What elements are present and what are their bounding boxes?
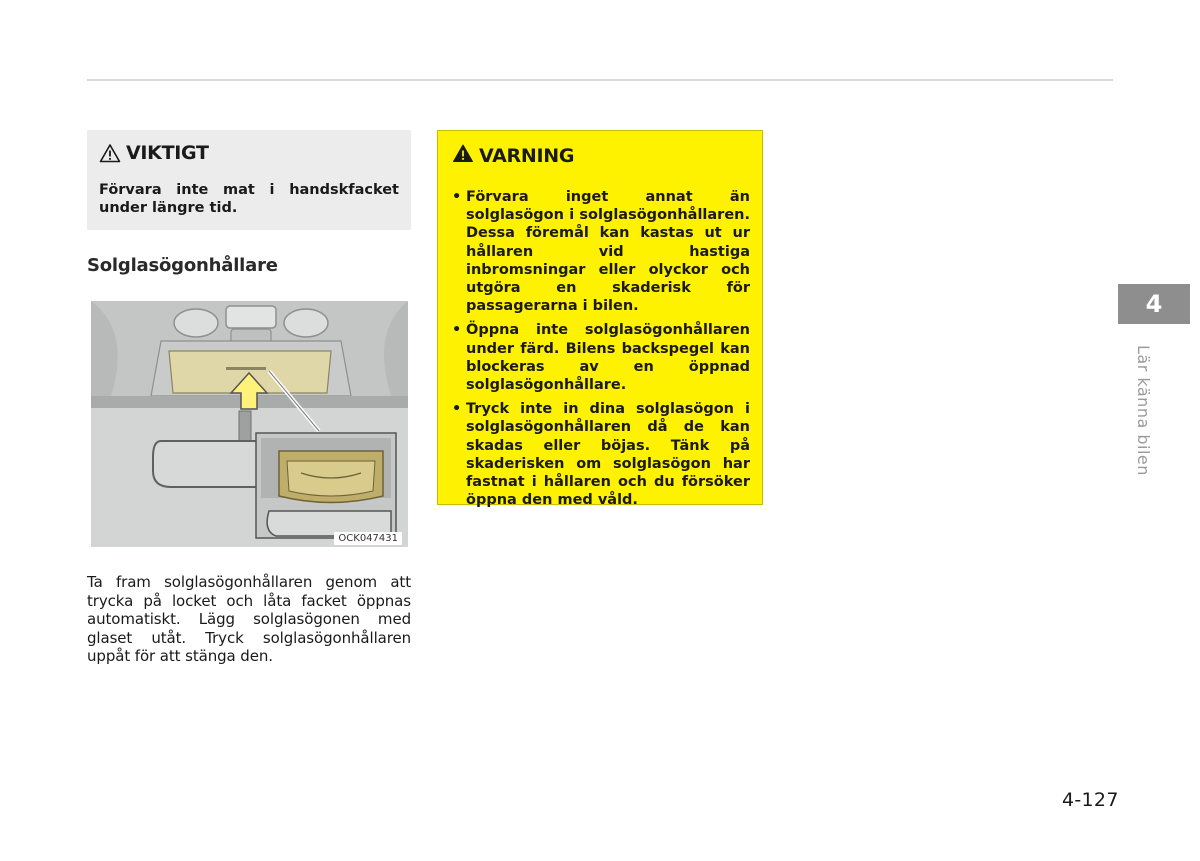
figure-code: OCK047431 [334,532,402,545]
top-rule [87,79,1113,81]
chapter-label: Lär känna bilen [1134,345,1153,476]
warning-heading: VARNING [479,144,575,167]
warning-notice [437,130,763,509]
warning-list [452,188,750,509]
warning-item: • Förvara inget annat än solglasögon i solglasögonhållaren. Dessa föremål kan kastas ut ur hållaren vid hastiga inbromsningar eller olyckor och utgöra en skaderisk för passagerarna i bilen. [452,189,750,315]
page-number: 4-127 [1062,789,1119,811]
sunglass-holder-illustration [91,301,408,547]
chapter-tab: 4 [1118,284,1190,324]
important-notice [87,130,411,230]
section-title: Solglasögonhållare [87,255,278,276]
important-heading: VIKTIGT [126,142,209,164]
section-body: Ta fram solglasögonhållaren genom att trycka på locket och låta facket öppnas automatiskt. Lägg solglasögonen med glaset utåt. Tryck solglasögonhållaren uppåt för att stänga den. [87,573,411,665]
warning-item: • Tryck inte in dina solglasögon i solglasögonhållaren då de kan skadas eller böjas. Tänk på skaderisken om solglasögon har fastnat i hållaren och du försöker öppna den med våld. [452,401,750,509]
warning-item: • Öppna inte solglasögonhållaren under färd. Bilens backspegel kan blockeras av en öppnad solglasögonhållare. [452,322,750,394]
important-heading-row [99,142,401,164]
caution-outline-icon [99,143,121,163]
warning-heading-row [452,143,750,168]
important-text: Förvara inte mat i handskfacket under längre tid. [99,182,399,216]
warning-triangle-icon [452,143,474,168]
